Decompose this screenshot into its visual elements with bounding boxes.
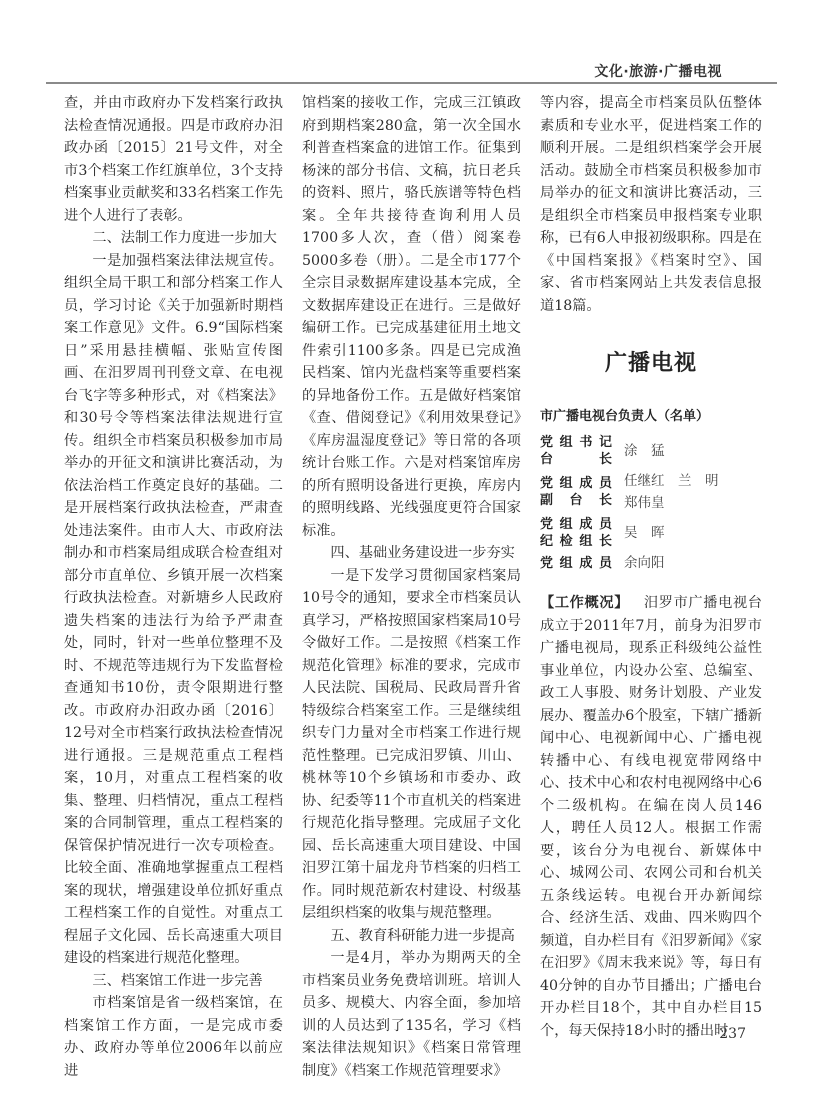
leadership-roster bbox=[540, 406, 762, 575]
section-header-title: 文化·旅游·广播电视 bbox=[594, 64, 722, 80]
subheading: 二、法制工作力度进一步加大 bbox=[92, 230, 277, 246]
roster-names bbox=[624, 522, 665, 544]
position-line: 党组书记 bbox=[540, 435, 612, 450]
paragraph: 馆档案的接收工作，完成三江镇政府到期档案280盒，第一次全国水利普查档案盒的进馆工作。征集到杨涞的部分书信、文稿，抗日老兵的资料、照片，骆氏族谱等特色档案。全年共接待查询利用人员1700多人次，查（借）阅案卷5000多卷（册）。二是全市177个全宗目录数据库建设基本完成，全文数据库建设正在进行。三是做好编研工作。已完成基建征用土地文件索引1100多条。四是已完成渔民档案、馆内光盘档案等重要档案的异地备份工作。五是做好档案馆《查、借阅登记》《利用效果登记》《库房温湿度登记》等日常的各项统计台账工作。六是对档案馆库房的所有照明设备进行更换，库房内的照明线路、光线强度更符合国家标准。 bbox=[302, 95, 521, 539]
text-column-2 bbox=[302, 92, 521, 1082]
position-line: 党组成员 bbox=[540, 517, 612, 532]
position-line: 党组成员 bbox=[540, 555, 612, 571]
text-column-1 bbox=[64, 92, 283, 1082]
roster-names bbox=[624, 440, 665, 462]
overview-label: 【工作概况】 bbox=[540, 595, 630, 611]
person-name: 吴 晖 bbox=[624, 525, 665, 541]
person-name: 涂 猛 bbox=[624, 443, 665, 459]
roster-row bbox=[540, 552, 762, 574]
position-line: 党组成员 bbox=[540, 476, 612, 491]
text-column-3 bbox=[540, 92, 762, 1042]
person-name: 郑伟皇 bbox=[624, 495, 665, 511]
paragraph: 一是4月，举办为期两天的全市档案员业务免费培训班。培训人员多、规模大、内容全面，参加培训的人员达到了135名，学习《档案法律法规知识》《档案日常管理制度》《档案工作规范管理要求》 bbox=[302, 950, 521, 1079]
roster-position bbox=[540, 475, 612, 509]
roster-row bbox=[540, 470, 762, 514]
section-title: 广播电视 bbox=[604, 351, 697, 376]
spacer bbox=[540, 576, 762, 592]
subheading: 五、教育科研能力进一步提高 bbox=[330, 927, 515, 944]
paragraph: 一是下发学习贯彻国家档案局10号令的通知，要求全市档案员认真学习，严格按照国家档案局10号令做好工作。二是按照《档案工作规范化管理》标准的要求，完成市人民法院、国税局、民政局晋升省特级综合档案室工作。三是继续组织专门力量对全市档案工作进行规范性整理。已完成汨罗镇、川山、桃林等10个乡镇场和市委办、政协、纪委等11个市直机关的档案进行规范化指导整理。完成屈子文化园、岳长高速重大项目建设、中国汨罗江第十届龙舟节档案的归档工作。同时规范新农村建设、村级基层组织档案的收集与规范整理。 bbox=[302, 567, 521, 921]
paragraph: 查，并由市政府办下发档案行政执法检查情况通报。四是市政府办汨政办函〔2015〕21号文件，对全市3个档案工作红旗单位，3个支持档案事业贡献奖和33名档案工作先进个人进行了表彰。 bbox=[64, 95, 283, 224]
roster-row bbox=[540, 516, 762, 550]
position-line: 纪检组长 bbox=[540, 534, 612, 549]
roster-heading: 市广播电视台负责人（名单） bbox=[540, 408, 710, 424]
roster-names bbox=[624, 470, 719, 514]
roster-row bbox=[540, 434, 762, 468]
paragraph: 市档案馆是省一级档案馆，在档案馆工作方面，一是完成市委办、政府办等单位2006年以前应进 bbox=[64, 995, 283, 1079]
position-line: 台长 bbox=[540, 452, 612, 467]
header-divider bbox=[46, 82, 777, 84]
overview-paragraph bbox=[540, 592, 762, 1042]
roster-position bbox=[540, 434, 612, 468]
subheading: 三、档案馆工作进一步完善 bbox=[92, 972, 263, 989]
paragraph: 一是加强档案法律法规宣传。组织全局干职工和部分档案工作人员，学习讨论《关于加强新时期档案工作意见》文件。6.9“国际档案日”采用悬挂横幅、张贴宣传图画、在汨罗周刊刊登文章、在电视台飞字等多种形式，对《档案法》和30号令等档案法律法规进行宣传。组织全市档案员积极参加市局举办的开征文和演讲比赛活动，为依法治档工作奠定良好的基础。二是开展档案行政执法检查，严肃查处违法案件。由市人大、市政府法制办和市档案局组成联合检查组对部分市直单位、乡镇开展一次档案行政执法检查。对新塘乡人民政府遗失档案的违法行为给予严肃查处，同时，针对一些单位整理不及时、不规范等违规行为下发监督检查通知书10份，责令限期进行整改。市政府办汨政办函〔2016〕12号对全市档案行政执法检查情况进行通报。三是规范重点工程档案，10月，对重点工程档案的收集、整理、归档情况，重点工程档案的合同制管理，重点工程档案的保管保护情况进行一次专项检查。比较全面、准确地掌握重点工程档案的现状，增强建设单位抓好重点工程档案工作的自觉性。对重点工程屈子文化园、岳长高速重大项目建设的档案进行规范化整理。 bbox=[64, 252, 283, 966]
roster-position bbox=[540, 516, 612, 550]
roster-position bbox=[540, 555, 612, 572]
position-line: 副台长 bbox=[540, 493, 612, 508]
page-number: 237 bbox=[719, 1026, 746, 1042]
paragraph: 等内容，提高全市档案员队伍整体素质和专业水平，促进档案工作的顺利开展。二是组织档案学会开展活动。鼓励全市档案员积极参加市局举办的征文和演讲比赛活动，三是组织全市档案员申报档案专业职称，已有6人申报初级职称。四是在《中国档案报》《档案时空》、国家、省市档案网站上共发表信息报道18篇。 bbox=[540, 95, 762, 314]
roster-names bbox=[624, 552, 665, 574]
person-name: 任继红 兰 明 bbox=[624, 473, 719, 489]
subheading: 四、基础业务建设进一步夯实 bbox=[330, 545, 515, 561]
person-name: 余向阳 bbox=[624, 555, 665, 571]
overview-text: 汨罗市广播电视台成立于2011年7月，前身为汨罗市广播电视局，现系正科级纯公益性事业单位，内设办公室、总编室、政工人事股、财务计划股、产业发展办、覆盖办6个股室，下辖广播新闻中心、电视新闻中心、广播电视转播中心、有线电视宽带网络中心、技术中心和农村电视网络中心6个二级机构。在编在岗人员146人，聘任人员12人。根据工作需要，该台分为电视台、新媒体中心、城网公司、农网公司和台机关五条线运转。电视台开办新闻综合、经济生活、戏曲、四米购四个频道，自办栏目有《汨罗新闻》《家在汨罗》《周末我来说》等，每日有40分钟的自办节目播出；广播电台开办栏目18个，其中自办栏目15个，每天保持18小时的播出时 bbox=[540, 595, 762, 1039]
